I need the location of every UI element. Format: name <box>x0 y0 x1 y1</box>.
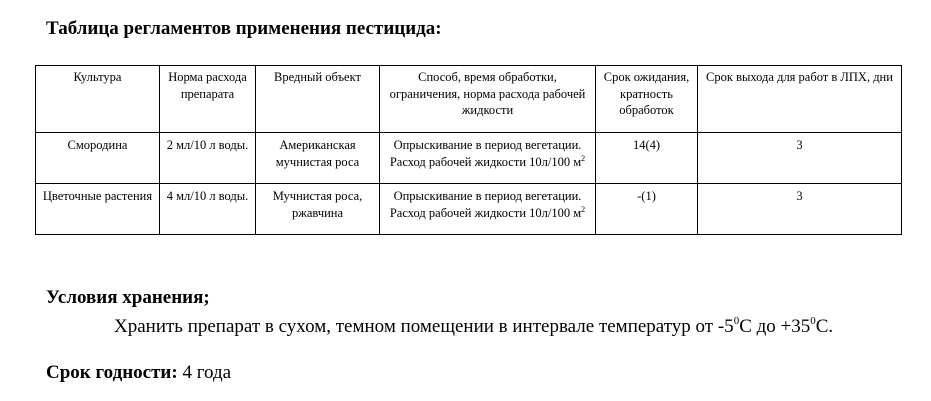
cell-method <box>380 184 596 235</box>
storage-text-part: Хранить препарат в сухом, темном помещении в интервале температур от -5 <box>114 316 734 337</box>
table-header-row <box>36 66 902 133</box>
page-title: Таблица регламентов применения пестицида: <box>46 18 442 39</box>
cell-pest: Американская мучнистая роса <box>256 133 380 184</box>
cell-pest: Мучнистая роса, ржавчина <box>256 184 380 235</box>
cell-culture: Цветочные растения <box>36 184 160 235</box>
shelf-life <box>46 362 231 384</box>
cell-exit: 3 <box>698 184 902 235</box>
shelf-life-label: Срок годности: <box>46 362 178 383</box>
degree-sup: 0 <box>733 315 740 327</box>
degree-sup: 0 <box>810 315 816 327</box>
cell-norm: 2 мл/10 л воды. <box>160 133 256 184</box>
method-text: Опрыскивание в период вегетации. Расход рабочей жидкости 10л/100 м <box>389 189 582 220</box>
header-culture: Культура <box>36 66 160 133</box>
method-text: Опрыскивание в период вегетации. Расход рабочей жидкости 10л/100 м <box>389 138 582 169</box>
header-norm: Норма расхода препарата <box>160 66 256 133</box>
cell-exit: 3 <box>698 133 902 184</box>
header-exit: Срок выхода для работ в ЛПХ, дни <box>698 66 902 133</box>
storage-heading: Условия хранения; <box>46 287 210 308</box>
regulations-table <box>35 65 902 235</box>
header-pest: Вредный объект <box>256 66 380 133</box>
method-sup: 2 <box>581 204 586 214</box>
method-sup: 2 <box>581 153 586 163</box>
table-row <box>36 133 902 184</box>
storage-text <box>46 314 896 339</box>
cell-culture: Смородина <box>36 133 160 184</box>
cell-wait: -(1) <box>596 184 698 235</box>
cell-wait: 14(4) <box>596 133 698 184</box>
table-row <box>36 184 902 235</box>
cell-method <box>380 133 596 184</box>
header-method: Способ, время обработки, ограничения, норма расхода рабочей жидкости <box>380 66 596 133</box>
header-wait: Срок ожидания, кратность обработок <box>596 66 698 133</box>
storage-text-part: С до +35 <box>739 316 811 337</box>
shelf-life-value: 4 года <box>182 362 232 383</box>
cell-norm: 4 мл/10 л воды. <box>160 184 256 235</box>
storage-text-part: С. <box>815 316 834 337</box>
